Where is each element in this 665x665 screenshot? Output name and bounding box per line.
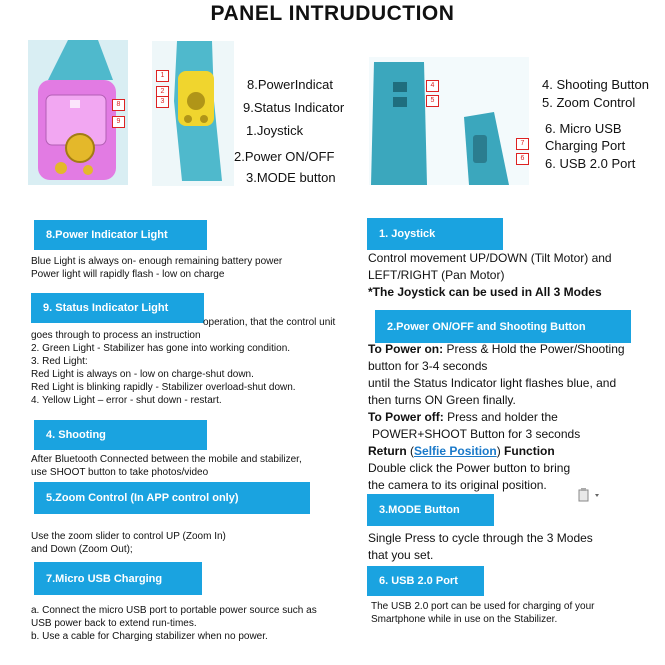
power-off-text: Press and holder the — [443, 410, 558, 424]
text-line: Control movement UP/DOWN (Tilt Motor) and — [368, 251, 612, 265]
function-label: Function — [504, 444, 555, 458]
text-line: button for 3-4 seconds — [368, 359, 488, 373]
usb2-header: 6. USB 2.0 Port — [367, 566, 484, 596]
callout-3: 3 — [156, 96, 169, 108]
text-line: and Down (Zoom Out); — [31, 544, 133, 555]
label-shooting-button: 4. Shooting Button — [542, 77, 649, 92]
status-indicator-header: 9. Status Indicator Light — [31, 293, 204, 323]
text-line: operation, that the control unit — [203, 317, 336, 328]
label-charging-port: Charging Port — [545, 138, 626, 153]
micro-usb-text — [31, 604, 366, 643]
stabilizer-side-photo — [369, 57, 529, 185]
text-line: POWER+SHOOT Button for 3 seconds — [372, 427, 581, 441]
power-onoff-header: 2.Power ON/OFF and Shooting Button — [375, 310, 631, 343]
label-zoom-control: 5. Zoom Control — [542, 95, 636, 110]
joystick-header: 1. Joystick — [367, 218, 503, 250]
callout-8: 8 — [112, 99, 125, 111]
status-indicator-text — [31, 316, 361, 407]
callout-6: 6 — [516, 153, 529, 165]
text-line: Use the zoom slider to control UP (Zoom In) — [31, 531, 226, 542]
text-line: The USB 2.0 port can be used for charging of your — [371, 601, 595, 612]
return-close: ) — [496, 444, 505, 458]
page-title: PANEL INTRUDUCTION — [210, 2, 455, 25]
text-line: the camera to its original position. — [368, 478, 547, 492]
stabilizer-handle-photo — [152, 41, 234, 186]
text-line: LEFT/RIGHT (Pan Motor) — [368, 268, 505, 282]
paste-options-icon[interactable] — [578, 488, 604, 502]
text-line: Smartphone while in use on the Stabilizer. — [371, 614, 558, 625]
text-line: goes through to process an instruction — [31, 330, 201, 341]
callout-2: 2 — [156, 86, 169, 98]
text-line: that you set. — [368, 548, 434, 562]
text-line: Power light will rapidly flash - low on charge — [31, 269, 225, 280]
text-line: Double click the Power button to bring — [368, 461, 571, 475]
text-line: Red Light is blinking rapidly - Stabilizer overload-shut down. — [31, 382, 296, 393]
return-label: Return — [368, 444, 407, 458]
zoom-text — [31, 530, 361, 556]
stabilizer-front-photo — [28, 40, 128, 185]
callout-9: 9 — [112, 116, 125, 128]
callout-4: 4 — [426, 80, 439, 92]
text-line: 4. Yellow Light – error - shut down - restart. — [31, 395, 222, 406]
callout-5: 5 — [426, 95, 439, 107]
text-line: 2. Green Light - Stabilizer has gone into working condition. — [31, 343, 291, 354]
joystick-note: *The Joystick can be used in All 3 Modes — [368, 285, 602, 299]
text-line: Blue Light is always on- enough remaining battery power — [31, 256, 283, 267]
text-line: Red Light is always on - low on charge-shut down. — [31, 369, 254, 380]
text-line: b. Use a cable for Charging stabilizer when no power. — [31, 631, 268, 642]
text-line: a. Connect the micro USB port to portable power source such as — [31, 605, 317, 616]
usb2-text — [371, 600, 661, 626]
joystick-text — [368, 250, 663, 301]
power-onoff-text — [368, 341, 663, 494]
label-usb2-port: 6. USB 2.0 Port — [545, 156, 636, 171]
selfie-position-link[interactable]: Selfie Position — [414, 444, 497, 458]
zoom-header: 5.Zoom Control (In APP control only) — [34, 482, 310, 514]
text-line: After Bluetooth Connected between the mobile and stabilizer, — [31, 454, 302, 465]
power-off-line — [368, 409, 663, 426]
label-status-indicator: 9.Status Indicator — [243, 100, 345, 115]
text-line: then turns ON Green finally. — [368, 393, 516, 407]
label-micro-usb: 6. Micro USB — [545, 121, 622, 136]
text-line: use SHOOT button to take photos/video — [31, 467, 209, 478]
power-off-label: To Power off: — [368, 410, 444, 424]
shooting-text — [31, 453, 361, 479]
text-line: Single Press to cycle through the 3 Modes — [368, 531, 593, 545]
label-mode-button: 3.MODE button — [246, 170, 336, 185]
power-on-line — [368, 341, 663, 358]
callout-7: 7 — [516, 138, 529, 150]
return-line — [368, 443, 663, 460]
mode-text — [368, 530, 663, 564]
label-joystick: 1.Joystick — [246, 123, 304, 138]
power-on-label: To Power on: — [368, 342, 444, 356]
callout-1: 1 — [156, 70, 169, 82]
power-on-text: Press & Hold the Power/Shooting — [443, 342, 625, 356]
shooting-header: 4. Shooting — [34, 420, 207, 450]
mode-header: 3.MODE Button — [367, 494, 494, 526]
text-line: 3. Red Light: — [31, 356, 88, 367]
power-indicator-text — [31, 255, 351, 281]
text-line: USB power back to extend run-times. — [31, 618, 197, 629]
micro-usb-header: 7.Micro USB Charging — [34, 562, 202, 595]
label-power-onoff: 2.Power ON/OFF — [234, 149, 335, 164]
label-power-indicator: 8.PowerIndicat — [247, 77, 333, 92]
power-indicator-header: 8.Power Indicator Light — [34, 220, 207, 250]
text-line: until the Status Indicator light flashes blue, and — [368, 376, 617, 390]
return-open: ( — [406, 444, 415, 458]
